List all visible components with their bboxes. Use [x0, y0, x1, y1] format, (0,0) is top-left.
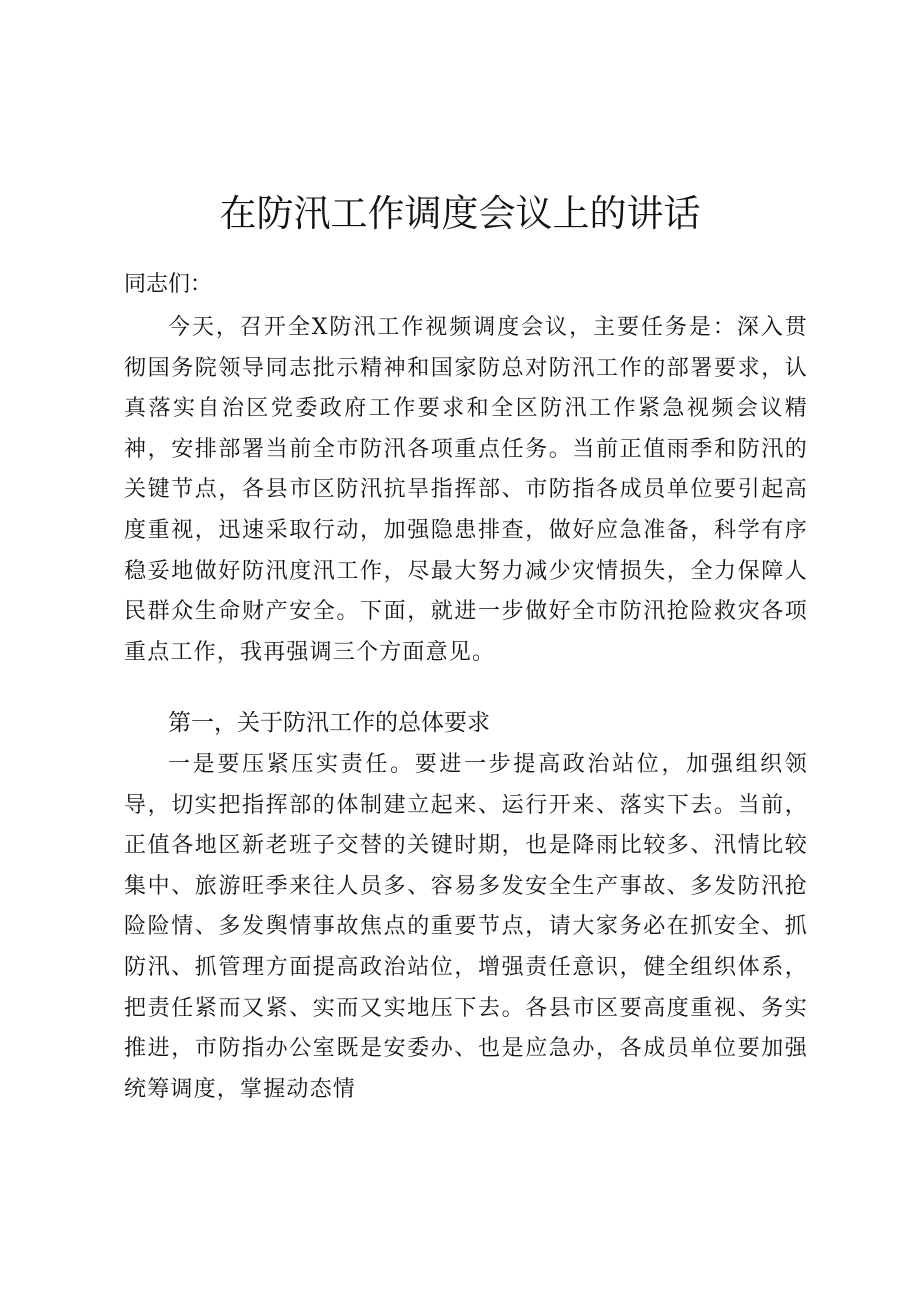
body-paragraph-1: 今天，召开全X防汛工作视频调度会议，主要任务是：深入贯彻国务院领导同志批示精神和国家防总对防汛工作的部署要求，认真落实自治区党委政府工作要求和全区防汛工作紧急视频会议精神，安排部署当前全市防汛各项重点任务。当前正值雨季和防汛的关键节点，各县市区防汛抗旱指挥部、市防指各成员单位要引起高度重视，迅速采取行动，加强隐患排查，做好应急准备，科学有序稳妥地做好防汛度汛工作，尽最大努力减少灾情损失，全力保障人民群众生命财产安全。下面，就进一步做好全市防汛抢险救灾各项重点工作，我再强调三个方面意见。: [124, 315, 808, 665]
document-title: 在防汛工作调度会议上的讲话: [219, 192, 701, 235]
salutation: 同志们：: [124, 272, 213, 297]
body-paragraph-2: 一是要压紧压实责任。要进一步提高政治站位，加强组织领导，切实把指挥部的体制建立起来、运行开来、落实下去。当前，正值各地区新老班子交替的关键时期，也是降雨比较多、汛情比较集中、旅游旺季来往人员多、容易多发安全生产事故、多发防汛抢险险情、多发舆情事故焦点的重要节点，请大家务必在抓安全、抓防汛、抓管理方面提高政治站位，增强责任意识，健全组织体系，把责任紧而又紧、实而又实地压下去。各县市区要高度重视、务实推进，市防指办公室既是安委办、也是应急办，各成员单位要加强统筹调度，掌握动态情: [124, 752, 808, 1102]
section-heading: 第一，关于防汛工作的总体要求: [168, 710, 490, 736]
